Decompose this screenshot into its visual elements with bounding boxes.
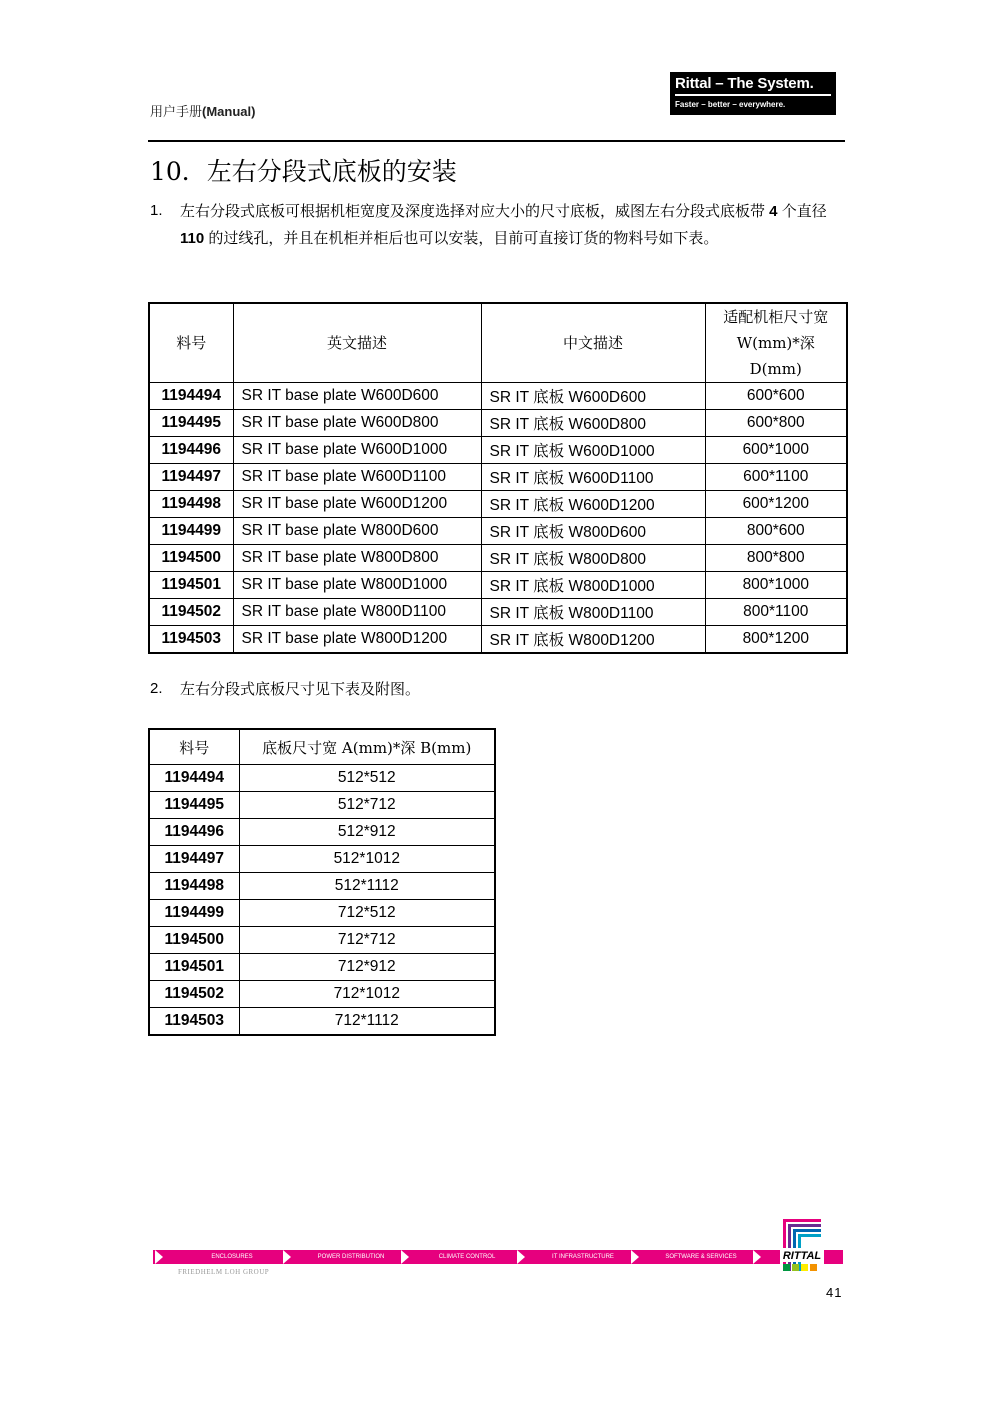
cell-cabinet-size: 800*800 bbox=[705, 545, 847, 572]
chevron-right-icon bbox=[631, 1250, 639, 1264]
table-row bbox=[149, 626, 847, 654]
table-row bbox=[149, 545, 847, 572]
cell-plate-size: 712*512 bbox=[239, 900, 495, 927]
cell-part-number: 1194502 bbox=[149, 981, 239, 1008]
cell-cabinet-size: 600*600 bbox=[705, 383, 847, 410]
header-part-number: 料号 bbox=[149, 303, 233, 383]
cell-english-desc: SR IT base plate W600D1100 bbox=[233, 464, 481, 491]
list-text bbox=[180, 198, 844, 252]
cell-chinese-desc: SR IT 底板 W800D1100 bbox=[481, 599, 705, 626]
cell-cabinet-size: 800*1200 bbox=[705, 626, 847, 654]
table-row bbox=[149, 819, 495, 846]
manual-label-en: (Manual) bbox=[202, 104, 256, 119]
cell-english-desc: SR IT base plate W800D1200 bbox=[233, 626, 481, 654]
cell-plate-size: 712*912 bbox=[239, 954, 495, 981]
cell-cabinet-size: 800*600 bbox=[705, 518, 847, 545]
text-segment: 的过线孔，并且在机柜并柜后也可以安装，目前可直接订货的物料号如下表。 bbox=[208, 229, 719, 247]
cell-chinese-desc: SR IT 底板 W800D800 bbox=[481, 545, 705, 572]
cell-plate-size: 512*512 bbox=[239, 765, 495, 792]
list-number: 1. bbox=[150, 202, 163, 219]
rittal-header-logo bbox=[670, 72, 836, 115]
list-text: 左右分段式底板尺寸见下表及附图。 bbox=[180, 680, 421, 698]
table-header-row bbox=[149, 729, 495, 765]
cell-plate-size: 712*1012 bbox=[239, 981, 495, 1008]
table-row bbox=[149, 464, 847, 491]
cell-part-number: 1194494 bbox=[149, 765, 239, 792]
cell-plate-size: 512*1012 bbox=[239, 846, 495, 873]
cell-plate-size: 712*1112 bbox=[239, 1008, 495, 1036]
table-row bbox=[149, 900, 495, 927]
list-item-1 bbox=[150, 198, 850, 278]
header-cabinet-size-text: 适配机柜尺寸宽 W(mm)*深 D(mm) bbox=[723, 308, 829, 378]
cell-english-desc: SR IT base plate W600D800 bbox=[233, 410, 481, 437]
text-bold-segment: 4 bbox=[765, 203, 782, 220]
footer-category-bar bbox=[153, 1250, 843, 1264]
cell-part-number: 1194503 bbox=[149, 1008, 239, 1036]
cell-cabinet-size: 600*1100 bbox=[705, 464, 847, 491]
header-chinese-desc: 中文描述 bbox=[481, 303, 705, 383]
cell-cabinet-size: 600*1000 bbox=[705, 437, 847, 464]
section-title: 10．左右分段式底板的安装 bbox=[150, 157, 457, 186]
header-plate-size: 底板尺寸宽 A(mm)*深 B(mm) bbox=[239, 729, 495, 765]
table-header-row bbox=[149, 303, 847, 383]
table-row bbox=[149, 1008, 495, 1036]
cell-chinese-desc: SR IT 底板 W800D600 bbox=[481, 518, 705, 545]
dimension-table bbox=[148, 728, 496, 1036]
cell-part-number: 1194494 bbox=[149, 383, 233, 410]
logo-tagline: Faster – better – everywhere. bbox=[675, 100, 786, 109]
header-english-desc: 英文描述 bbox=[233, 303, 481, 383]
cell-part-number: 1194495 bbox=[149, 410, 233, 437]
cell-cabinet-size: 600*1200 bbox=[705, 491, 847, 518]
rittal-brand-text: RITTAL bbox=[782, 1250, 822, 1262]
table-row bbox=[149, 518, 847, 545]
cell-part-number: 1194497 bbox=[149, 846, 239, 873]
chevron-right-icon bbox=[401, 1250, 409, 1264]
header-cabinet-size bbox=[705, 303, 847, 383]
table-row bbox=[149, 981, 495, 1008]
table-row bbox=[149, 846, 495, 873]
cell-part-number: 1194500 bbox=[149, 927, 239, 954]
cell-part-number: 1194501 bbox=[149, 954, 239, 981]
table-row bbox=[149, 599, 847, 626]
rittal-footer-logo bbox=[780, 1216, 824, 1274]
text-bold-segment: 110 bbox=[180, 230, 209, 247]
cell-cabinet-size: 800*1000 bbox=[705, 572, 847, 599]
cell-english-desc: SR IT base plate W600D600 bbox=[233, 383, 481, 410]
chevron-right-icon bbox=[283, 1250, 291, 1264]
cell-chinese-desc: SR IT 底板 W800D1200 bbox=[481, 626, 705, 654]
table-row bbox=[149, 792, 495, 819]
cell-english-desc: SR IT base plate W800D1100 bbox=[233, 599, 481, 626]
manual-label bbox=[150, 101, 255, 120]
cell-part-number: 1194499 bbox=[149, 518, 233, 545]
list-item-2 bbox=[150, 676, 850, 704]
table-row bbox=[149, 491, 847, 518]
cell-part-number: 1194498 bbox=[149, 491, 233, 518]
cell-plate-size: 712*712 bbox=[239, 927, 495, 954]
cell-english-desc: SR IT base plate W800D800 bbox=[233, 545, 481, 572]
cell-chinese-desc: SR IT 底板 W600D1200 bbox=[481, 491, 705, 518]
cell-part-number: 1194495 bbox=[149, 792, 239, 819]
logo-slogan: Rittal – The System. bbox=[675, 75, 831, 96]
cell-part-number: 1194500 bbox=[149, 545, 233, 572]
cell-part-number: 1194498 bbox=[149, 873, 239, 900]
cell-part-number: 1194503 bbox=[149, 626, 233, 654]
cell-cabinet-size: 800*1100 bbox=[705, 599, 847, 626]
table-row bbox=[149, 927, 495, 954]
manual-label-cn: 用户手册 bbox=[150, 105, 203, 120]
cell-plate-size: 512*1112 bbox=[239, 873, 495, 900]
table-row bbox=[149, 954, 495, 981]
footer-segment: IT INFRASTRUCTURE bbox=[552, 1254, 614, 1260]
footer-segment: POWER DISTRIBUTION bbox=[317, 1254, 385, 1260]
cell-part-number: 1194501 bbox=[149, 572, 233, 599]
table-row bbox=[149, 765, 495, 792]
cell-part-number: 1194496 bbox=[149, 437, 233, 464]
table-row bbox=[149, 572, 847, 599]
table-row bbox=[149, 383, 847, 410]
footer-segment: ENCLOSURES bbox=[211, 1254, 253, 1260]
footer-segment: SOFTWARE & SERVICES bbox=[665, 1254, 737, 1260]
chevron-right-icon bbox=[517, 1250, 525, 1264]
table-row bbox=[149, 437, 847, 464]
list-number: 2. bbox=[150, 680, 163, 697]
table-row bbox=[149, 410, 847, 437]
header-divider bbox=[148, 140, 845, 142]
page-number: 41 bbox=[826, 1285, 843, 1300]
cell-cabinet-size: 600*800 bbox=[705, 410, 847, 437]
header-part-number: 料号 bbox=[149, 729, 239, 765]
cell-chinese-desc: SR IT 底板 W600D800 bbox=[481, 410, 705, 437]
cell-part-number: 1194502 bbox=[149, 599, 233, 626]
cell-chinese-desc: SR IT 底板 W800D1000 bbox=[481, 572, 705, 599]
cell-part-number: 1194499 bbox=[149, 900, 239, 927]
cell-plate-size: 512*712 bbox=[239, 792, 495, 819]
cell-chinese-desc: SR IT 底板 W600D600 bbox=[481, 383, 705, 410]
group-label: FRIEDHELM LOH GROUP bbox=[178, 1268, 270, 1276]
text-segment: 左右分段式底板可根据机柜宽度及深度选择对应大小的尺寸底板，威图左右分段式底板带 bbox=[180, 202, 766, 220]
footer-segment: CLIMATE CONTROL bbox=[438, 1254, 496, 1260]
cell-english-desc: SR IT base plate W800D600 bbox=[233, 518, 481, 545]
cell-chinese-desc: SR IT 底板 W600D1000 bbox=[481, 437, 705, 464]
cell-part-number: 1194496 bbox=[149, 819, 239, 846]
cell-chinese-desc: SR IT 底板 W600D1100 bbox=[481, 464, 705, 491]
cell-english-desc: SR IT base plate W600D1000 bbox=[233, 437, 481, 464]
cell-part-number: 1194497 bbox=[149, 464, 233, 491]
product-table bbox=[148, 302, 848, 654]
cell-english-desc: SR IT base plate W600D1200 bbox=[233, 491, 481, 518]
cell-plate-size: 512*912 bbox=[239, 819, 495, 846]
chevron-right-icon bbox=[155, 1250, 163, 1264]
cell-english-desc: SR IT base plate W800D1000 bbox=[233, 572, 481, 599]
table-row bbox=[149, 873, 495, 900]
text-segment: 个直径 bbox=[781, 202, 827, 220]
chevron-right-icon bbox=[753, 1250, 761, 1264]
